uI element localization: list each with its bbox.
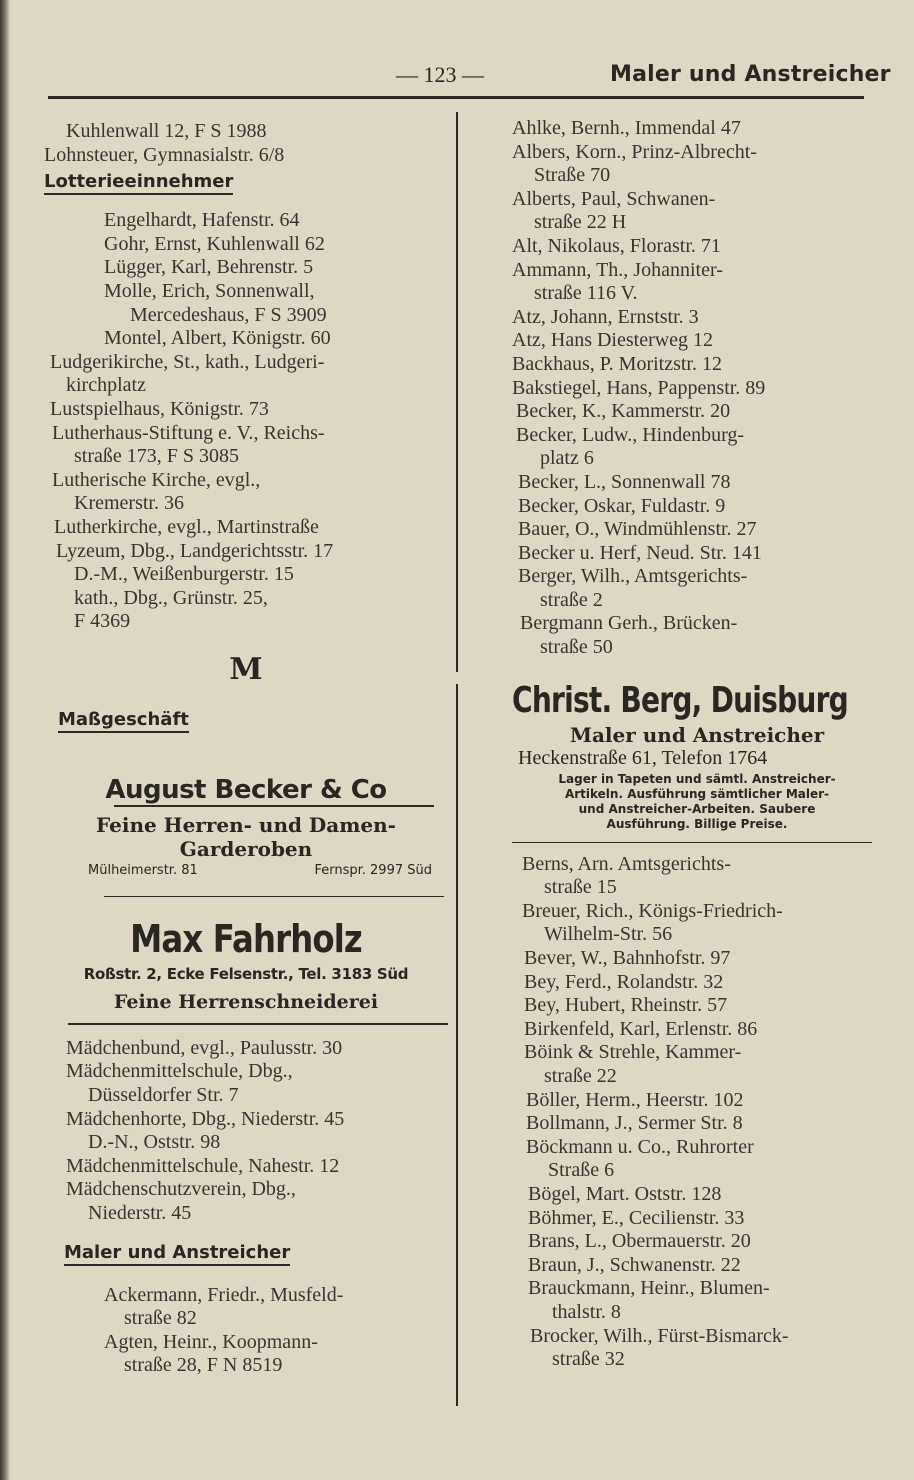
entry-line: kath., Dbg., Grünstr. 25, xyxy=(74,586,268,609)
page-header xyxy=(0,62,914,98)
entry-line: Becker, K., Kammerstr. 20 xyxy=(516,400,731,423)
ad-phone: Fernspr. 2997 Süd xyxy=(314,862,432,878)
ad-christ-berg xyxy=(512,680,882,843)
ad-address: Roßstr. 2, Ecke Felsenstr., Tel. 3183 Süd xyxy=(83,964,409,983)
entry-group xyxy=(512,853,882,1372)
entry-line: Lohnsteuer, Gymnasialstr. 6/8 xyxy=(44,143,285,166)
entry-line: Böller, Herm., Heerstr. 102 xyxy=(526,1088,744,1111)
entry-line: Kuhlenwall 12, F S 1988 xyxy=(66,120,267,142)
entry-line: Lutherkirche, evgl., Martinstraße xyxy=(54,515,319,538)
entry-line: straße 82 xyxy=(124,1307,197,1330)
entry-line: Lutherische Kirche, evgl., xyxy=(52,468,261,491)
entry-line: Böhmer, E., Cecilienstr. 33 xyxy=(528,1206,745,1229)
entry-group xyxy=(44,1037,448,1226)
entry-line: Braun, J., Schwanenstr. 22 xyxy=(528,1253,741,1276)
entry-line: Berger, Wilh., Amtsgerichts- xyxy=(518,565,748,588)
entry-line: Alberts, Paul, Schwanen- xyxy=(512,187,716,210)
ad-company-name: Christ. Berg, Duisburg xyxy=(512,679,849,721)
entry-line: Becker, Oskar, Fuldastr. 9 xyxy=(518,494,726,517)
entry-line: Düsseldorfer Str. 7 xyxy=(88,1084,239,1107)
entry-line: straße 2 xyxy=(540,588,603,611)
entry-line: Ackermann, Friedr., Musfeld- xyxy=(104,1283,344,1306)
entry-line: Bey, Hubert, Rheinstr. 57 xyxy=(524,994,728,1017)
entry-line: Becker, L., Sonnenwall 78 xyxy=(518,470,731,493)
entry-line: kirchplatz xyxy=(66,374,146,397)
entry-line: Mercedeshaus, F S 3909 xyxy=(130,303,327,326)
entry-line: Breuer, Rich., Königs-Friedrich- xyxy=(522,899,783,922)
entry-line: Mädchenbund, evgl., Paulusstr. 30 xyxy=(66,1036,343,1059)
ad-company-name: August Becker & Co xyxy=(105,774,387,805)
entry-line: Bakstiegel, Hans, Pappenstr. 89 xyxy=(512,376,766,399)
column-divider-bottom xyxy=(456,684,458,1406)
entry-line: Bögel, Mart. Oststr. 128 xyxy=(528,1182,722,1205)
entry-line: Ahlke, Bernh., Immendal 47 xyxy=(512,117,741,139)
entry-line: Bever, W., Bahnhofstr. 97 xyxy=(524,947,731,970)
entry-line: platz 6 xyxy=(540,447,594,470)
entry-line: Kremerstr. 36 xyxy=(74,492,184,515)
ad-trade: Maler und Anstreicher xyxy=(569,722,825,747)
entry-line: Becker u. Herf, Neud. Str. 141 xyxy=(518,541,762,564)
right-column xyxy=(512,117,882,1372)
entry-line: straße 22 xyxy=(544,1065,617,1087)
left-column xyxy=(44,120,448,1378)
entry-line: Straße 6 xyxy=(548,1159,615,1182)
ad-separator xyxy=(104,896,444,897)
page-number: — 123 — xyxy=(396,62,484,87)
entry-line: Becker, Ludw., Hindenburg- xyxy=(516,423,745,446)
entry-line: straße 32 xyxy=(552,1348,625,1371)
ad-desc-line: Ausführung. Billige Preise. xyxy=(606,816,788,831)
ad-desc-line: und Anstreicher-Arbeiten. Saubere xyxy=(578,801,816,816)
entry-line: Bey, Ferd., Rolandstr. 32 xyxy=(524,970,724,993)
entry-line: straße 22 H xyxy=(534,211,627,234)
ad-street: Mülheimerstr. 81 xyxy=(88,862,198,878)
entry-line: D.-N., Oststr. 98 xyxy=(88,1131,221,1154)
entry-line: Bauer, O., Windmühlenstr. 27 xyxy=(518,518,757,541)
entry-line: thalstr. 8 xyxy=(552,1300,621,1323)
entry-line: straße 173, F S 3085 xyxy=(74,445,239,468)
entry-line: Bergmann Gerh., Brücken- xyxy=(520,612,738,635)
column-divider-top xyxy=(456,112,458,672)
header-rule xyxy=(48,96,864,99)
ad-tagline: Feine Herrenschneiderei xyxy=(113,990,379,1013)
entry-line: Wilhelm-Str. 56 xyxy=(544,923,673,946)
entry-line: Bollmann, J., Sermer Str. 8 xyxy=(526,1112,743,1135)
entry-line: F 4369 xyxy=(74,610,131,633)
ad-desc-line: Artikeln. Ausführung sämtlicher Maler- xyxy=(564,786,830,801)
entry-line: Niederstr. 45 xyxy=(88,1202,192,1225)
entry-line: Mädchenmittelschule, Dbg., xyxy=(66,1060,293,1083)
ad-line: Feine Herren- und Damen- xyxy=(96,812,396,837)
entry-line: Mädchenschutzverein, Dbg., xyxy=(66,1178,296,1201)
book-spine-shadow xyxy=(0,0,10,1480)
entry-line: Molle, Erich, Sonnenwall, xyxy=(104,279,315,302)
entry-line: Lutherhaus-Stiftung e. V., Reichs- xyxy=(52,421,325,444)
entry-line: straße 50 xyxy=(540,636,613,659)
ad-description xyxy=(512,772,882,832)
entry-line: Mädchenhorte, Dbg., Niederstr. 45 xyxy=(66,1107,345,1130)
entry-line: Agten, Heinr., Koopmann- xyxy=(104,1330,318,1353)
entry-line: Backhaus, P. Moritzstr. 12 xyxy=(512,352,722,375)
entry-line: Brauckmann, Heinr., Blumen- xyxy=(528,1277,770,1300)
entry-line: Brans, L., Obermauerstr. 20 xyxy=(528,1230,751,1253)
entry-line: straße 116 V. xyxy=(534,282,638,305)
entry-line: Engelhardt, Hafenstr. 64 xyxy=(104,209,300,232)
entry-line: Lyzeum, Dbg., Landgerichtsstr. 17 xyxy=(56,539,334,562)
ad-line: Garderoben xyxy=(179,836,313,861)
ad-desc-line: Lager in Tapeten und sämtl. Anstreicher- xyxy=(558,771,836,786)
entry-line: Birkenfeld, Karl, Erlenstr. 86 xyxy=(524,1017,758,1040)
entry-line: Atz, Johann, Ernststr. 3 xyxy=(512,305,699,328)
entry-line: Mädchenmittelschule, Nahestr. 12 xyxy=(66,1154,340,1177)
entry-line: Ammann, Th., Johanniter- xyxy=(512,258,723,281)
entry-line: Atz, Hans Diesterweg 12 xyxy=(512,329,714,352)
entry-line: D.-M., Weißenburgerstr. 15 xyxy=(74,563,294,586)
entry-line: Ludgerikirche, St., kath., Ludgeri- xyxy=(50,350,325,373)
entry-line: Lustspielhaus, Königstr. 73 xyxy=(50,397,269,420)
entry-line: Montel, Albert, Königstr. 60 xyxy=(104,327,331,350)
entry-line: Gohr, Ernst, Kuhlenwall 62 xyxy=(104,232,325,255)
ad-max-fahrholz xyxy=(44,917,448,1025)
entry-line: Berns, Arn. Amtsgerichts- xyxy=(522,852,731,875)
entry-line: Lügger, Karl, Behrenstr. 5 xyxy=(104,256,314,279)
entry-line: straße 28, F N 8519 xyxy=(124,1354,283,1377)
section-letter: M xyxy=(229,651,263,687)
entry-line: Brocker, Wilh., Fürst-Bismarck- xyxy=(530,1324,789,1347)
entry-line: straße 15 xyxy=(544,876,617,899)
ad-address xyxy=(44,861,448,878)
section-heading-mass: Maßgeschäft xyxy=(58,709,189,733)
ad-address: Heckenstraße 61, Telefon 1764 xyxy=(518,746,768,769)
entry-line: Böckmann u. Co., Ruhrorter xyxy=(526,1135,754,1158)
entry-line: Straße 70 xyxy=(534,164,611,187)
ad-company-name: Max Fahrholz xyxy=(130,916,362,961)
running-title: Maler und Anstreicher xyxy=(610,62,891,87)
ad-rule xyxy=(114,805,434,807)
entry-line: Alt, Nikolaus, Florastr. 71 xyxy=(512,234,721,257)
ad-separator xyxy=(512,842,872,843)
entry-line: Albers, Korn., Prinz-Albrecht- xyxy=(512,140,757,163)
section-heading-maler: Maler und Anstreicher xyxy=(64,1242,290,1266)
section-heading-lotterie: Lotterieeinnehmer xyxy=(44,171,233,195)
entry-line: Böink & Strehle, Kammer- xyxy=(524,1041,742,1064)
ad-august-becker xyxy=(44,775,448,897)
ad-separator xyxy=(68,1023,448,1025)
